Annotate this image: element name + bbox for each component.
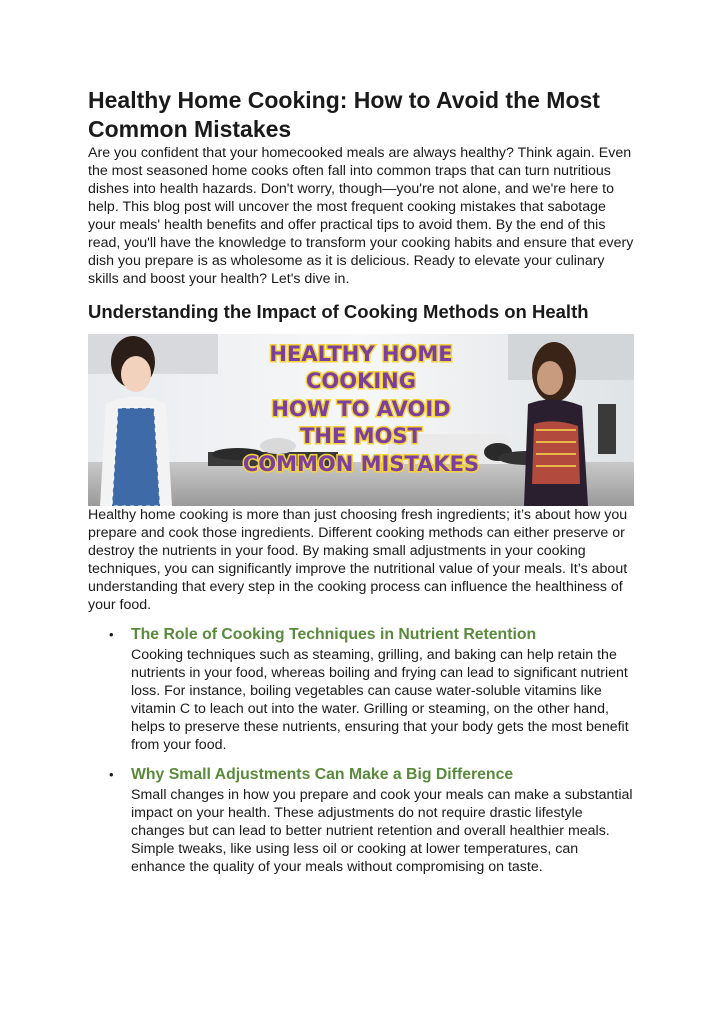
hero-image bbox=[88, 334, 634, 506]
overlay-line-2: COOKING bbox=[305, 369, 417, 393]
section-heading: Understanding the Impact of Cooking Methods on Health bbox=[88, 301, 589, 322]
overlay-line-3: HOW TO AVOID bbox=[271, 397, 451, 421]
topic-body: Small changes in how you prepare and cook your meals can make a substantial impact on your health. These adjustments do not require drastic lifestyle changes but can lead to better nutrient retention and overall healthier meals. Simple tweaks, like using less oil or cooking at lower temperatures, can enhance the quality of your meals without compromising on taste. bbox=[131, 787, 633, 875]
topic-heading: The Role of Cooking Techniques in Nutrient Retention bbox=[131, 626, 537, 643]
list-item bbox=[88, 624, 636, 754]
article-title: Healthy Home Cooking: How to Avoid the Most Common Mistakes bbox=[88, 87, 600, 142]
intro-paragraph: Are you confident that your homecooked meals are always healthy? Think again. Even the most seasoned home cooks often fall into common traps that can turn nutritious dishes into health hazards. Don't worry, though—you're not alone, and we're here to help. This blog post will uncover the most frequent cooking mistakes that sabotage your meals' health benefits and offer practical tips to avoid them. By the end of this read, you'll have the knowledge to transform your cooking habits and ensure that every dish you prepare is as wholesome as it is delicious. Ready to elevate your culinary skills and boost your health? Let's dive in. bbox=[88, 145, 634, 287]
article bbox=[88, 86, 636, 876]
section-paragraph: Healthy home cooking is more than just choosing fresh ingredients; it’s about how you prepare and cook those ingredients. Different cooking methods can either preserve or destroy the nutrients in your food. By making small adjustments in your cooking techniques, you can significantly improve the nutritional value of your meals. It’s about understanding that every step in the cooking process can influence the healthiness of your food. bbox=[88, 507, 628, 613]
overlay-line-5: COMMON MISTAKES bbox=[242, 452, 480, 476]
overlay-line-1: HEALTHY HOME bbox=[269, 342, 453, 366]
hero-overlay-text bbox=[88, 334, 634, 506]
topic-list bbox=[88, 624, 636, 876]
topic-heading: Why Small Adjustments Can Make a Big Difference bbox=[131, 766, 514, 783]
bullet-icon: • bbox=[109, 767, 114, 782]
topic-body: Cooking techniques such as steaming, grilling, and baking can help retain the nutrients in your food, whereas boiling and frying can lead to significant nutrient loss. For instance, boiling vegetables can cause water-soluble vitamins like vitamin C to leach out into the water. Grilling or steaming, on the other hand, helps to preserve these nutrients, ensuring that your body gets the most benefit from your food. bbox=[131, 647, 629, 753]
list-item bbox=[88, 764, 636, 876]
overlay-line-4: THE MOST bbox=[300, 424, 422, 448]
bullet-icon: • bbox=[109, 627, 114, 642]
